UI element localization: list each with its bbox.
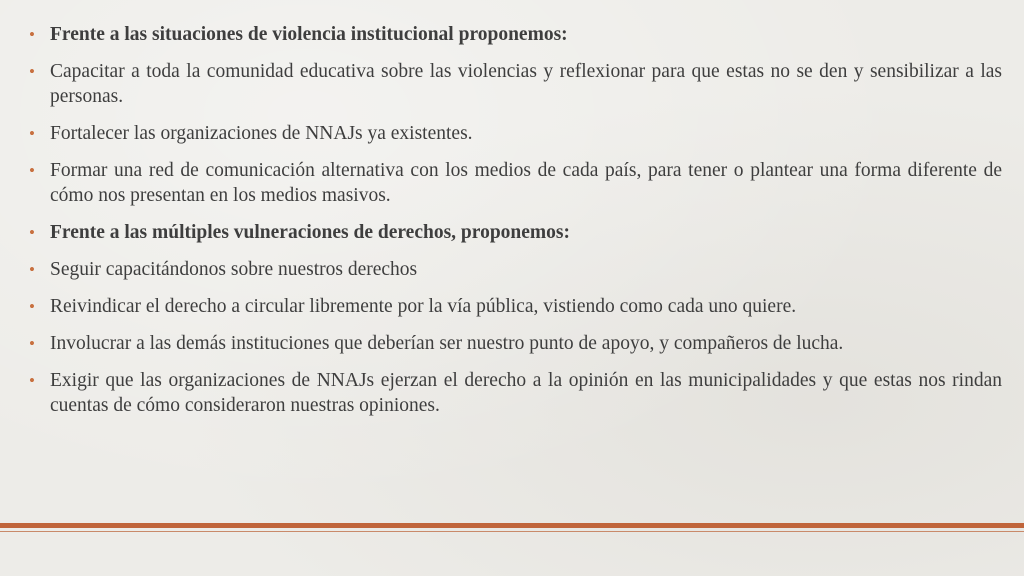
bullet-icon: • [29, 334, 35, 353]
bullet-text: Capacitar a toda la comunidad educativa sobre las violencias y reflexionar para que estas no se den y sensibilizar a las personas. [50, 61, 1002, 107]
bullet-text: Frente a las situaciones de violencia institucional proponemos: [50, 24, 568, 45]
bullet-icon: • [29, 62, 35, 81]
bullet-icon: • [29, 161, 35, 180]
bullet-text: Reivindicar el derecho a circular libremente por la vía pública, vistiendo como cada uno quiere. [50, 296, 797, 317]
bullet-text: Fortalecer las organizaciones de NNAJs ya existentes. [50, 123, 473, 144]
bullet-text: Involucrar a las demás instituciones que deberían ser nuestro punto de apoyo, y compañeros de lucha. [50, 333, 844, 354]
footer-accent-rule [0, 523, 1024, 528]
bullet-item-heading-violencia [28, 22, 1002, 47]
bullet-item [28, 294, 1002, 319]
bullet-icon: • [29, 223, 35, 242]
bullet-icon: • [29, 124, 35, 143]
bullet-item-heading-derechos [28, 220, 1002, 245]
bullet-icon: • [29, 25, 35, 44]
bullet-list [28, 22, 1002, 430]
bullet-item [28, 368, 1002, 418]
bullet-item [28, 121, 1002, 146]
bullet-item [28, 59, 1002, 109]
bullet-text: Frente a las múltiples vulneraciones de derechos, proponemos: [50, 222, 570, 243]
bullet-icon: • [29, 260, 35, 279]
bullet-item [28, 331, 1002, 356]
bullet-icon: • [29, 371, 35, 390]
footer-thin-rule [0, 531, 1024, 532]
bullet-icon: • [29, 297, 35, 316]
bullet-text: Exigir que las organizaciones de NNAJs ejerzan el derecho a la opinión en las municipalidades y que estas nos rindan cuentas de cómo consideraron nuestras opiniones. [50, 370, 1002, 416]
bullet-item [28, 158, 1002, 208]
bullet-text: Formar una red de comunicación alternativa con los medios de cada país, para tener o plantear una forma diferente de cómo nos presentan en los medios masivos. [50, 160, 1002, 206]
bullet-item [28, 257, 1002, 282]
bullet-text: Seguir capacitándonos sobre nuestros derechos [50, 259, 418, 280]
